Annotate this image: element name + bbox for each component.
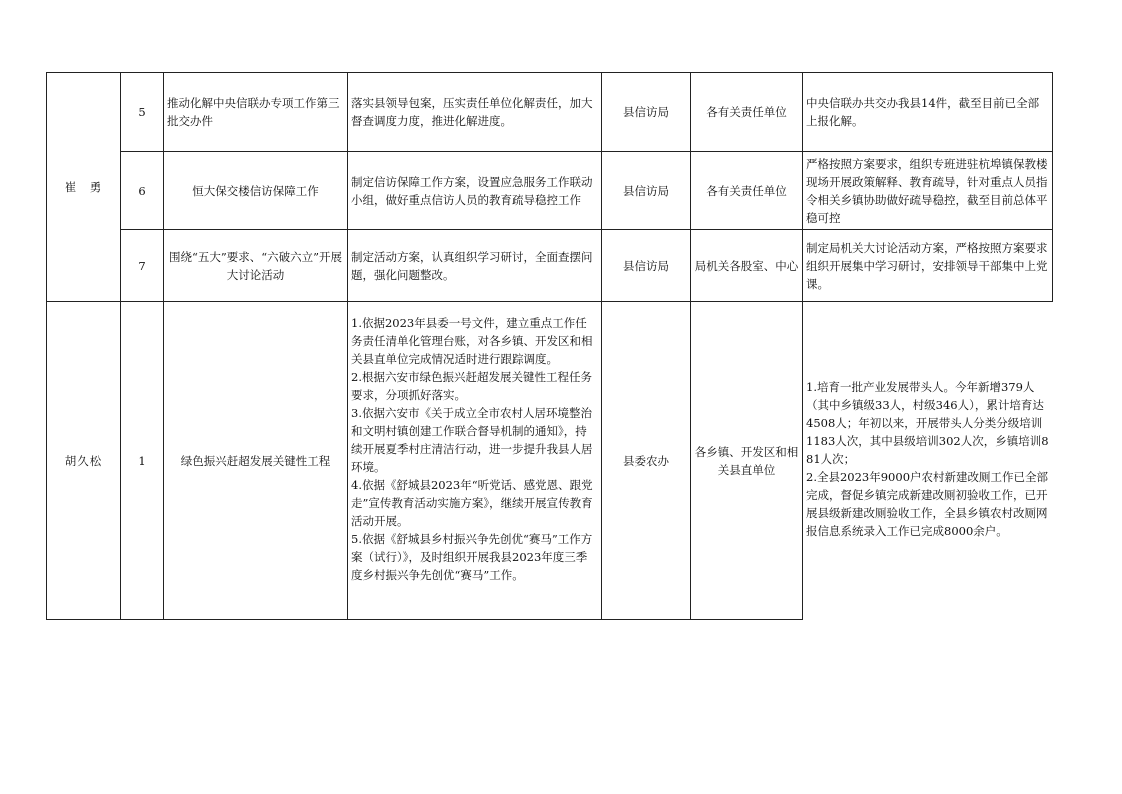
lead-unit: 县委农办 xyxy=(602,302,691,620)
task-name: 绿色振兴赶超发展关键性工程 xyxy=(164,302,348,620)
progress xyxy=(803,302,1053,620)
cooperating-unit: 各乡镇、开发区和相关县直单位 xyxy=(691,302,803,620)
task-name: 推动化解中央信联办专项工作第三批交办件 xyxy=(164,73,348,152)
measure-item: 4.依据《舒城县2023年“听党话、感党恩、跟党走”宣传教育活动实施方案》，继续开展宣传教育活动开展。 xyxy=(351,478,593,528)
leader-cell: 崔 勇 xyxy=(47,73,121,302)
measure-item: 3.依据六安市《关于成立全市农村人居环境整治和文明村镇创建工作联合督导机制的通知》，持续开展夏季村庄清洁行动，进一步提升我县人居环境。 xyxy=(351,406,593,474)
progress: 中央信联办共交办我县14件，截至目前已全部上报化解。 xyxy=(803,73,1053,152)
table-row xyxy=(47,73,1053,152)
serial-number: 5 xyxy=(121,73,164,152)
serial-number: 6 xyxy=(121,152,164,230)
cooperating-unit: 各有关责任单位 xyxy=(691,73,803,152)
progress-item: 2.全县2023年9000户农村新建改厕工作已全部完成，督促乡镇完成新建改厕初验收工作，已开展县级新建改厕验收工作，全县乡镇农村改厕网报信息系统录入工作已完成8000余户。 xyxy=(806,470,1049,538)
lead-unit: 县信访局 xyxy=(602,73,691,152)
table-row xyxy=(47,152,1053,230)
task-table xyxy=(46,72,1053,620)
serial-number: 7 xyxy=(121,230,164,302)
serial-number: 1 xyxy=(121,302,164,620)
leader-cell: 胡久松 xyxy=(47,302,121,620)
cooperating-unit: 各有关责任单位 xyxy=(691,152,803,230)
measure-item: 5.依据《舒城县乡村振兴争先创优“赛马”工作方案（试行）》，及时组织开展我县2023年度三季度乡村振兴争先创优“赛马”工作。 xyxy=(351,532,593,582)
work-measures xyxy=(348,302,602,620)
work-measures: 制定信访保障工作方案，设置应急服务工作联动小组，做好重点信访人员的教育疏导稳控工作 xyxy=(348,152,602,230)
table-row xyxy=(47,302,1053,620)
progress: 严格按照方案要求，组织专班进驻杭埠镇保教楼现场开展政策解释、教育疏导，针对重点人员指令相关乡镇协助做好疏导稳控，截至目前总体平稳可控 xyxy=(803,152,1053,230)
measure-item: 1.依据2023年县委一号文件，建立重点工作任务责任清单化管理台账，对各乡镇、开发区和相关县直单位完成情况适时进行跟踪调度。 xyxy=(351,316,593,366)
task-name: 恒大保交楼信访保障工作 xyxy=(164,152,348,230)
table-row xyxy=(47,230,1053,302)
lead-unit: 县信访局 xyxy=(602,230,691,302)
cooperating-unit: 局机关各股室、中心 xyxy=(691,230,803,302)
progress-item: 1.培育一批产业发展带头人。今年新增379人（其中乡镇级33人，村级346人），累计培育达4508人；年初以来，开展带头人分类分级培训1183人次，其中县级培训302人次，乡镇培训881人次； xyxy=(806,380,1049,466)
work-measures: 制定活动方案，认真组织学习研讨，全面查摆问题，强化问题整改。 xyxy=(348,230,602,302)
measure-item: 2.根据六安市绿色振兴赶超发展关键性工程任务要求，分项抓好落实。 xyxy=(351,370,592,402)
task-name: 围绕“五大”要求、“六破六立”开展大讨论活动 xyxy=(164,230,348,302)
work-measures: 落实县领导包案，压实责任单位化解责任，加大督查调度力度，推进化解进度。 xyxy=(348,73,602,152)
lead-unit: 县信访局 xyxy=(602,152,691,230)
progress: 制定局机关大讨论活动方案，严格按照方案要求组织开展集中学习研讨，安排领导干部集中上党课。 xyxy=(803,230,1053,302)
